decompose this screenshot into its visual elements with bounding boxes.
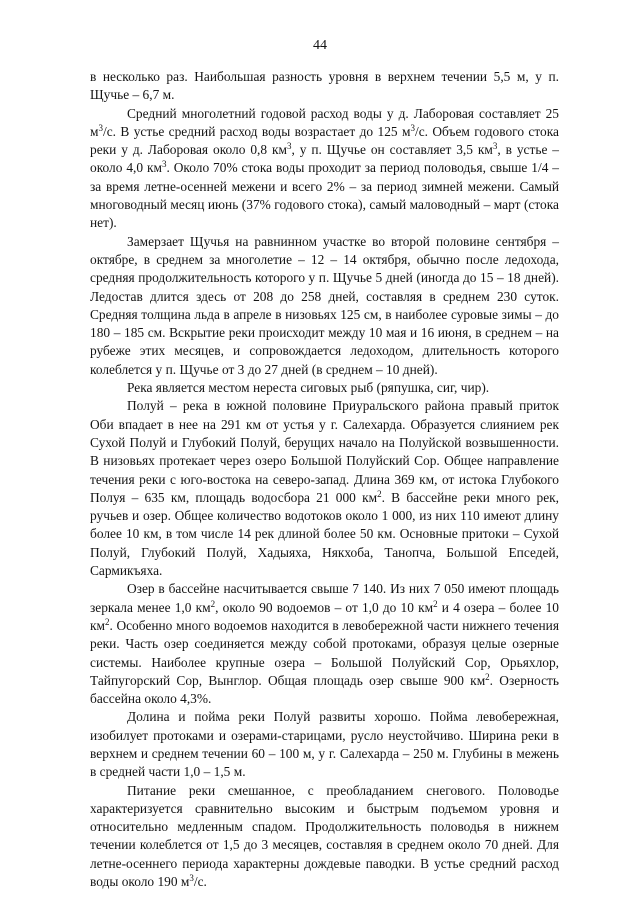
- text-run: , у п. Щучье он составляет 3,5 км: [291, 142, 493, 158]
- text-run: . Озерность бассейна около 4,3%.: [90, 672, 559, 707]
- superscript: 3: [98, 122, 103, 133]
- text-run: в несколько раз. Наибольшая разность уровня в верхнем течении 5,5 м, у п. Щучье – 6,7 м.: [90, 69, 559, 103]
- text-run: . Около 70% стока воды проходит за период половодья, свыше 1/4 – за время летне-осенней межени и всего 2% – за период зимней межени. Самый многоводный месяц июнь (37% годового стока), самый маловодный – март (стока нет).: [90, 160, 559, 231]
- paragraph: [90, 105, 559, 233]
- text-run: . Особенно много водоемов находится в левобережной части нижнего течения реки. Часть озер соединяется между собой протоками, образуя целые озерные системы. Наиболее крупные озера – Большой Полуйский Сор, Орьяхлор, Тайпугорский Сор, Вынглор. Общая площадь озер свыше 900 км: [90, 617, 559, 688]
- superscript: 3: [410, 122, 415, 133]
- superscript: 3: [189, 873, 194, 884]
- text-run: Средний многолетний годовой расход воды у д. Лаборовая составляет 25 м: [90, 105, 559, 139]
- paragraph: [90, 379, 559, 397]
- superscript: 2: [104, 616, 110, 627]
- paragraph: [90, 708, 559, 781]
- text-run: . В бассейне реки много рек, ручьев и озер. Общее количество водотоков около 1 000, из них 110 имеют длину более 10 км, в том числе 14 рек длиной более 50 км. Основные притоки – Сухой Полуй, Глубокий Полуй, Хадыяха, Някхоба, Танопча, Большой Епседей, Сармикъяха.: [90, 489, 559, 579]
- text-run: , в устье – около 4,0 км: [90, 142, 559, 176]
- text-run: Река является местом нереста сиговых рыб (ряпушка, сиг, чир).: [127, 380, 490, 396]
- text-run: Полуй – река в южной половине Приуральского района правый приток Оби впадает в нее на 291 км от устья у г. Салехарда. Образуется слиянием рек Сухой Полуй и Глубокий Полуй, берущих начало на Полуйской возвышенности. В низовьях протекает через озеро Большой Полуйский Сор. Общее направление течения реки с юго-востока на северо-запад. Длина 369 км, от истока Глубокого Полуя – 635 км, площадь водосбора 21 000 км: [90, 398, 559, 505]
- paragraph: [90, 397, 559, 580]
- paragraph: [90, 580, 559, 708]
- superscript: 2: [485, 671, 490, 682]
- text-run: Питание реки смешанное, с преобладанием снегового. Половодье характеризуется сравнительно высоким и быстрым подъемом уровня и относительно медленным спадом. Продолжительность половодья в нижнем течении колеблется от 1,5 до 3 месяцев, составляя в среднем около 70 дней. Для летне-осеннего периода характерны дождевые паводки. В устье средний расход воды около 190 м: [90, 782, 559, 890]
- paragraph: [90, 782, 559, 892]
- superscript: 2: [377, 488, 382, 499]
- text-run: Озер в бассейне насчитывается свыше 7 140. Из них 7 050 имеют площадь зеркала менее 1,0 км: [90, 581, 559, 615]
- paragraph: [90, 68, 559, 105]
- superscript: 3: [161, 159, 167, 170]
- superscript: 2: [433, 598, 438, 609]
- text-run: /с. В устье средний расход воды возрастает до 125 м: [102, 123, 411, 139]
- paragraph: [90, 233, 559, 379]
- superscript: 2: [210, 598, 216, 609]
- text-run: /с. Объем годового стока реки у д. Лаборовая около 0,8 км: [90, 123, 559, 158]
- text-run: и 4 озера – более 10 км: [90, 599, 559, 633]
- superscript: 3: [492, 141, 498, 152]
- body-text: [90, 68, 559, 891]
- page-number: 44: [313, 38, 327, 53]
- superscript: 3: [286, 141, 292, 152]
- text-run: /с.: [193, 874, 207, 890]
- text-run: Замерзает Щучья на равнинном участке во второй половине сентября – октябре, в среднем за многолетие – 12 – 14 октября, обычно после ледохода, средняя продолжительность которого у п. Щучье 5 дней (иногда до 15 – 18 дней). Ледостав длится здесь от 208 до 258 дней, составляя в среднем 230 суток. Средняя толщина льда в апреле в низовьях 125 см, в наиболее суровые зимы – до 180 – 185 см. Вскрытие реки происходит между 10 мая и 16 июня, в среднем – на рубеже этих месяцев, и сопровождается ледоходом, длительность которого колеблется у п. Щучье от 3 до 27 дней (в среднем – 10 дней).: [90, 233, 559, 377]
- text-run: , около 90 водоемов – от 1,0 до 10 км: [215, 599, 434, 615]
- text-run: Долина и пойма реки Полуй развиты хорошо. Пойма левобережная, изобилует протоками и озерами-старицами, русло неустойчиво. Ширина реки в верхнем и среднем течении 60 – 100 м, у г. Салехарда – 250 м. Глубины в межень в средней части 1,0 – 1,5 м.: [90, 709, 559, 780]
